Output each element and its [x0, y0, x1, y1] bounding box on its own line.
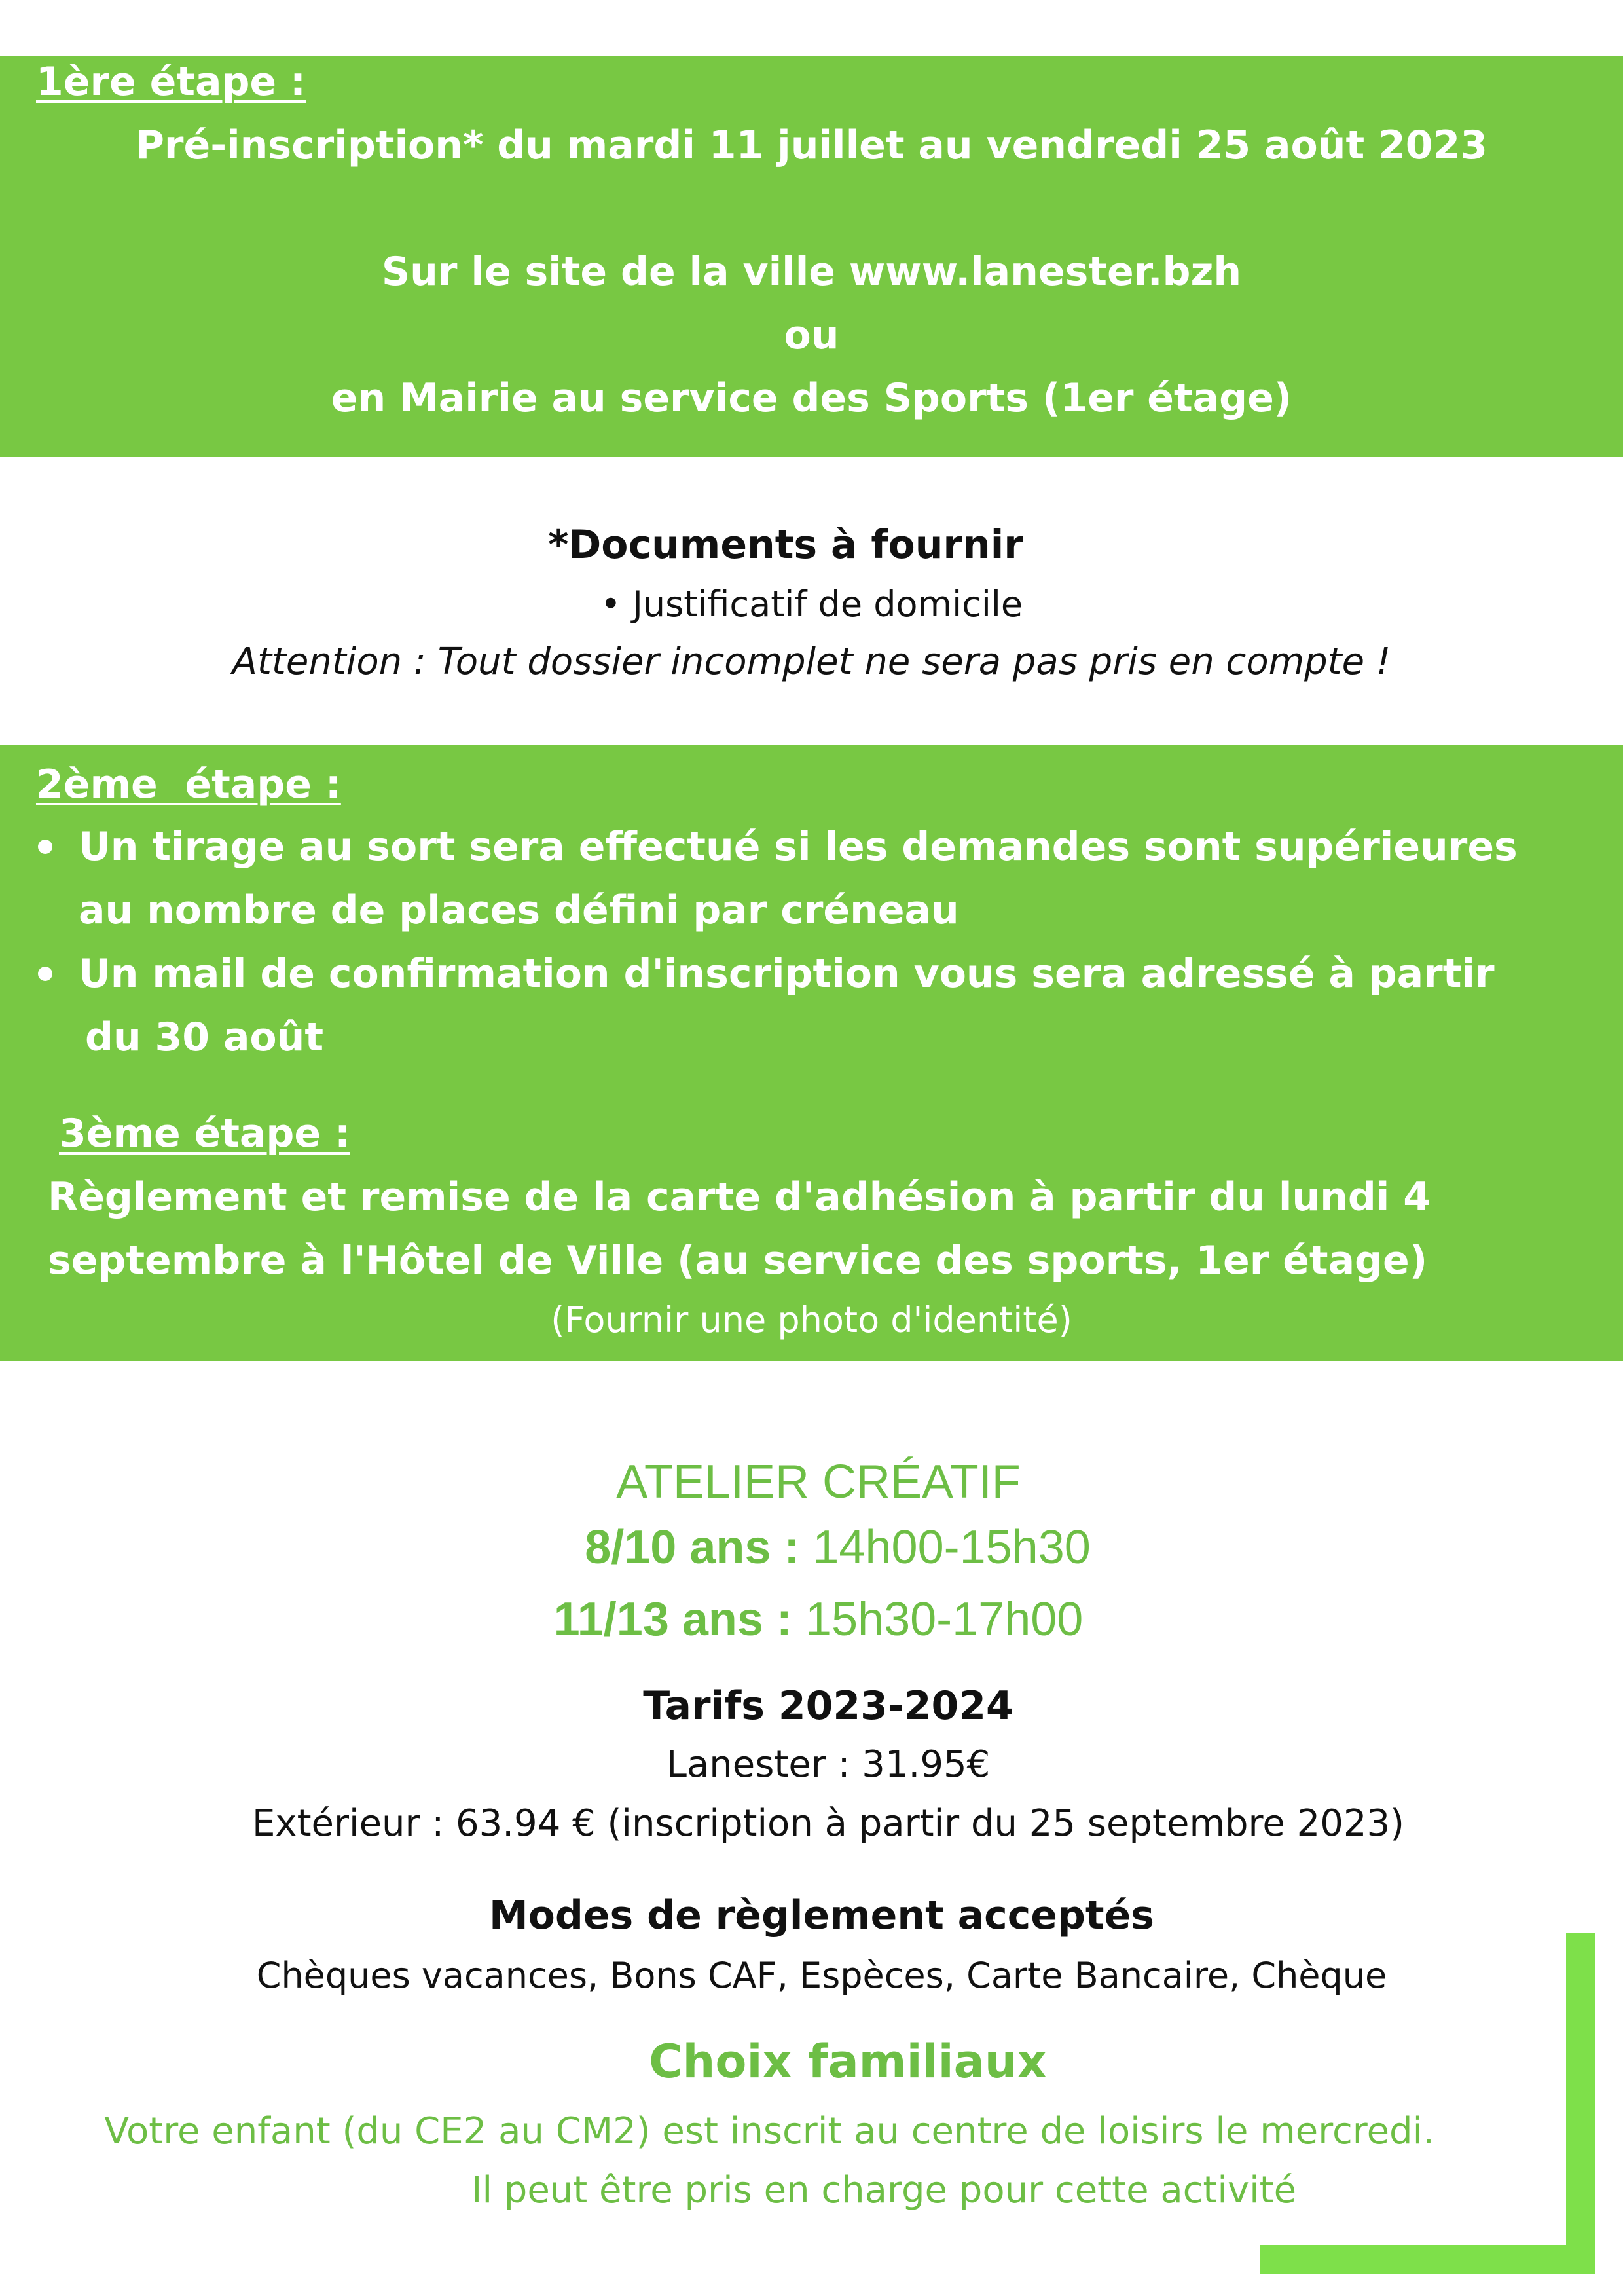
documents-warning: Attention : Tout dossier incomplet ne sera pas pris en compte !: [232, 640, 1391, 683]
tarifs-heading: Tarifs 2023-2024: [643, 1683, 1013, 1729]
step2-bullet2-line1: Un mail de confirmation d'inscription vous sera adressé à partir: [79, 951, 1495, 997]
step2-bullet1-line2: au nombre de places défini par créneau: [79, 887, 959, 933]
step3-heading: 3ème étape :: [59, 1111, 350, 1157]
paiement-heading: Modes de règlement acceptés: [488, 1893, 1155, 1938]
bullet-icon: [38, 967, 52, 981]
atelier-group2: [0, 1593, 1623, 1646]
step1-dates: Pré-inscription* du mardi 11 juillet au vendredi 25 août 2023: [135, 122, 1488, 168]
step1-heading: 1ère étape :: [36, 59, 306, 105]
famille-line2: Il peut être pris en charge pour cette activité: [471, 2169, 1297, 2212]
step3-line2: septembre à l'Hôtel de Ville (au service des sports, 1er étage): [48, 1238, 1428, 1284]
paiement-modes: Chèques vacances, Bons CAF, Espèces, Carte Bancaire, Chèque: [256, 1955, 1387, 1996]
atelier-group1-time: 14h00-15h30: [812, 1521, 1091, 1574]
tarifs-lanester: Lanester : 31.95€: [666, 1743, 991, 1786]
step2-bullet1-line1: Un tirage au sort sera effectué si les demandes sont supérieures: [79, 824, 1518, 870]
famille-heading: Choix familiaux: [649, 2035, 1047, 2088]
step2-heading: 2ème étape :: [36, 762, 341, 807]
atelier-group2-label: 11/13 ans :: [553, 1593, 792, 1646]
tarifs-exterieur: Extérieur : 63.94 € (inscription à partir du 25 septembre 2023): [252, 1802, 1404, 1845]
documents-item: • Justificatif de domicile: [600, 583, 1023, 625]
step3-note: (Fournir une photo d'identité): [551, 1299, 1072, 1341]
atelier-group2-time: 15h30-17h00: [805, 1593, 1084, 1646]
corner-bracket-horizontal: [1260, 2245, 1595, 2274]
step1-website: Sur le site de la ville www.lanester.bzh: [381, 249, 1242, 295]
famille-line1: Votre enfant (du CE2 au CM2) est inscrit au centre de loisirs le mercredi.: [104, 2110, 1434, 2153]
corner-bracket-vertical: [1566, 1933, 1595, 2274]
step3-line1: Règlement et remise de la carte d'adhésion à partir du lundi 4: [48, 1174, 1431, 1220]
documents-heading: *Documents à fournir: [548, 522, 1023, 568]
atelier-group1-label: 8/10 ans :: [585, 1521, 800, 1574]
step2-bullet2-line2: du 30 août: [85, 1014, 324, 1060]
bullet-icon: [38, 840, 52, 854]
step1-or: ou: [784, 312, 839, 358]
step1-mairie: en Mairie au service des Sports (1er étage): [331, 375, 1292, 421]
atelier-group1: [0, 1521, 1623, 1574]
atelier-title: ATELIER CRÉATIF: [616, 1456, 1021, 1508]
